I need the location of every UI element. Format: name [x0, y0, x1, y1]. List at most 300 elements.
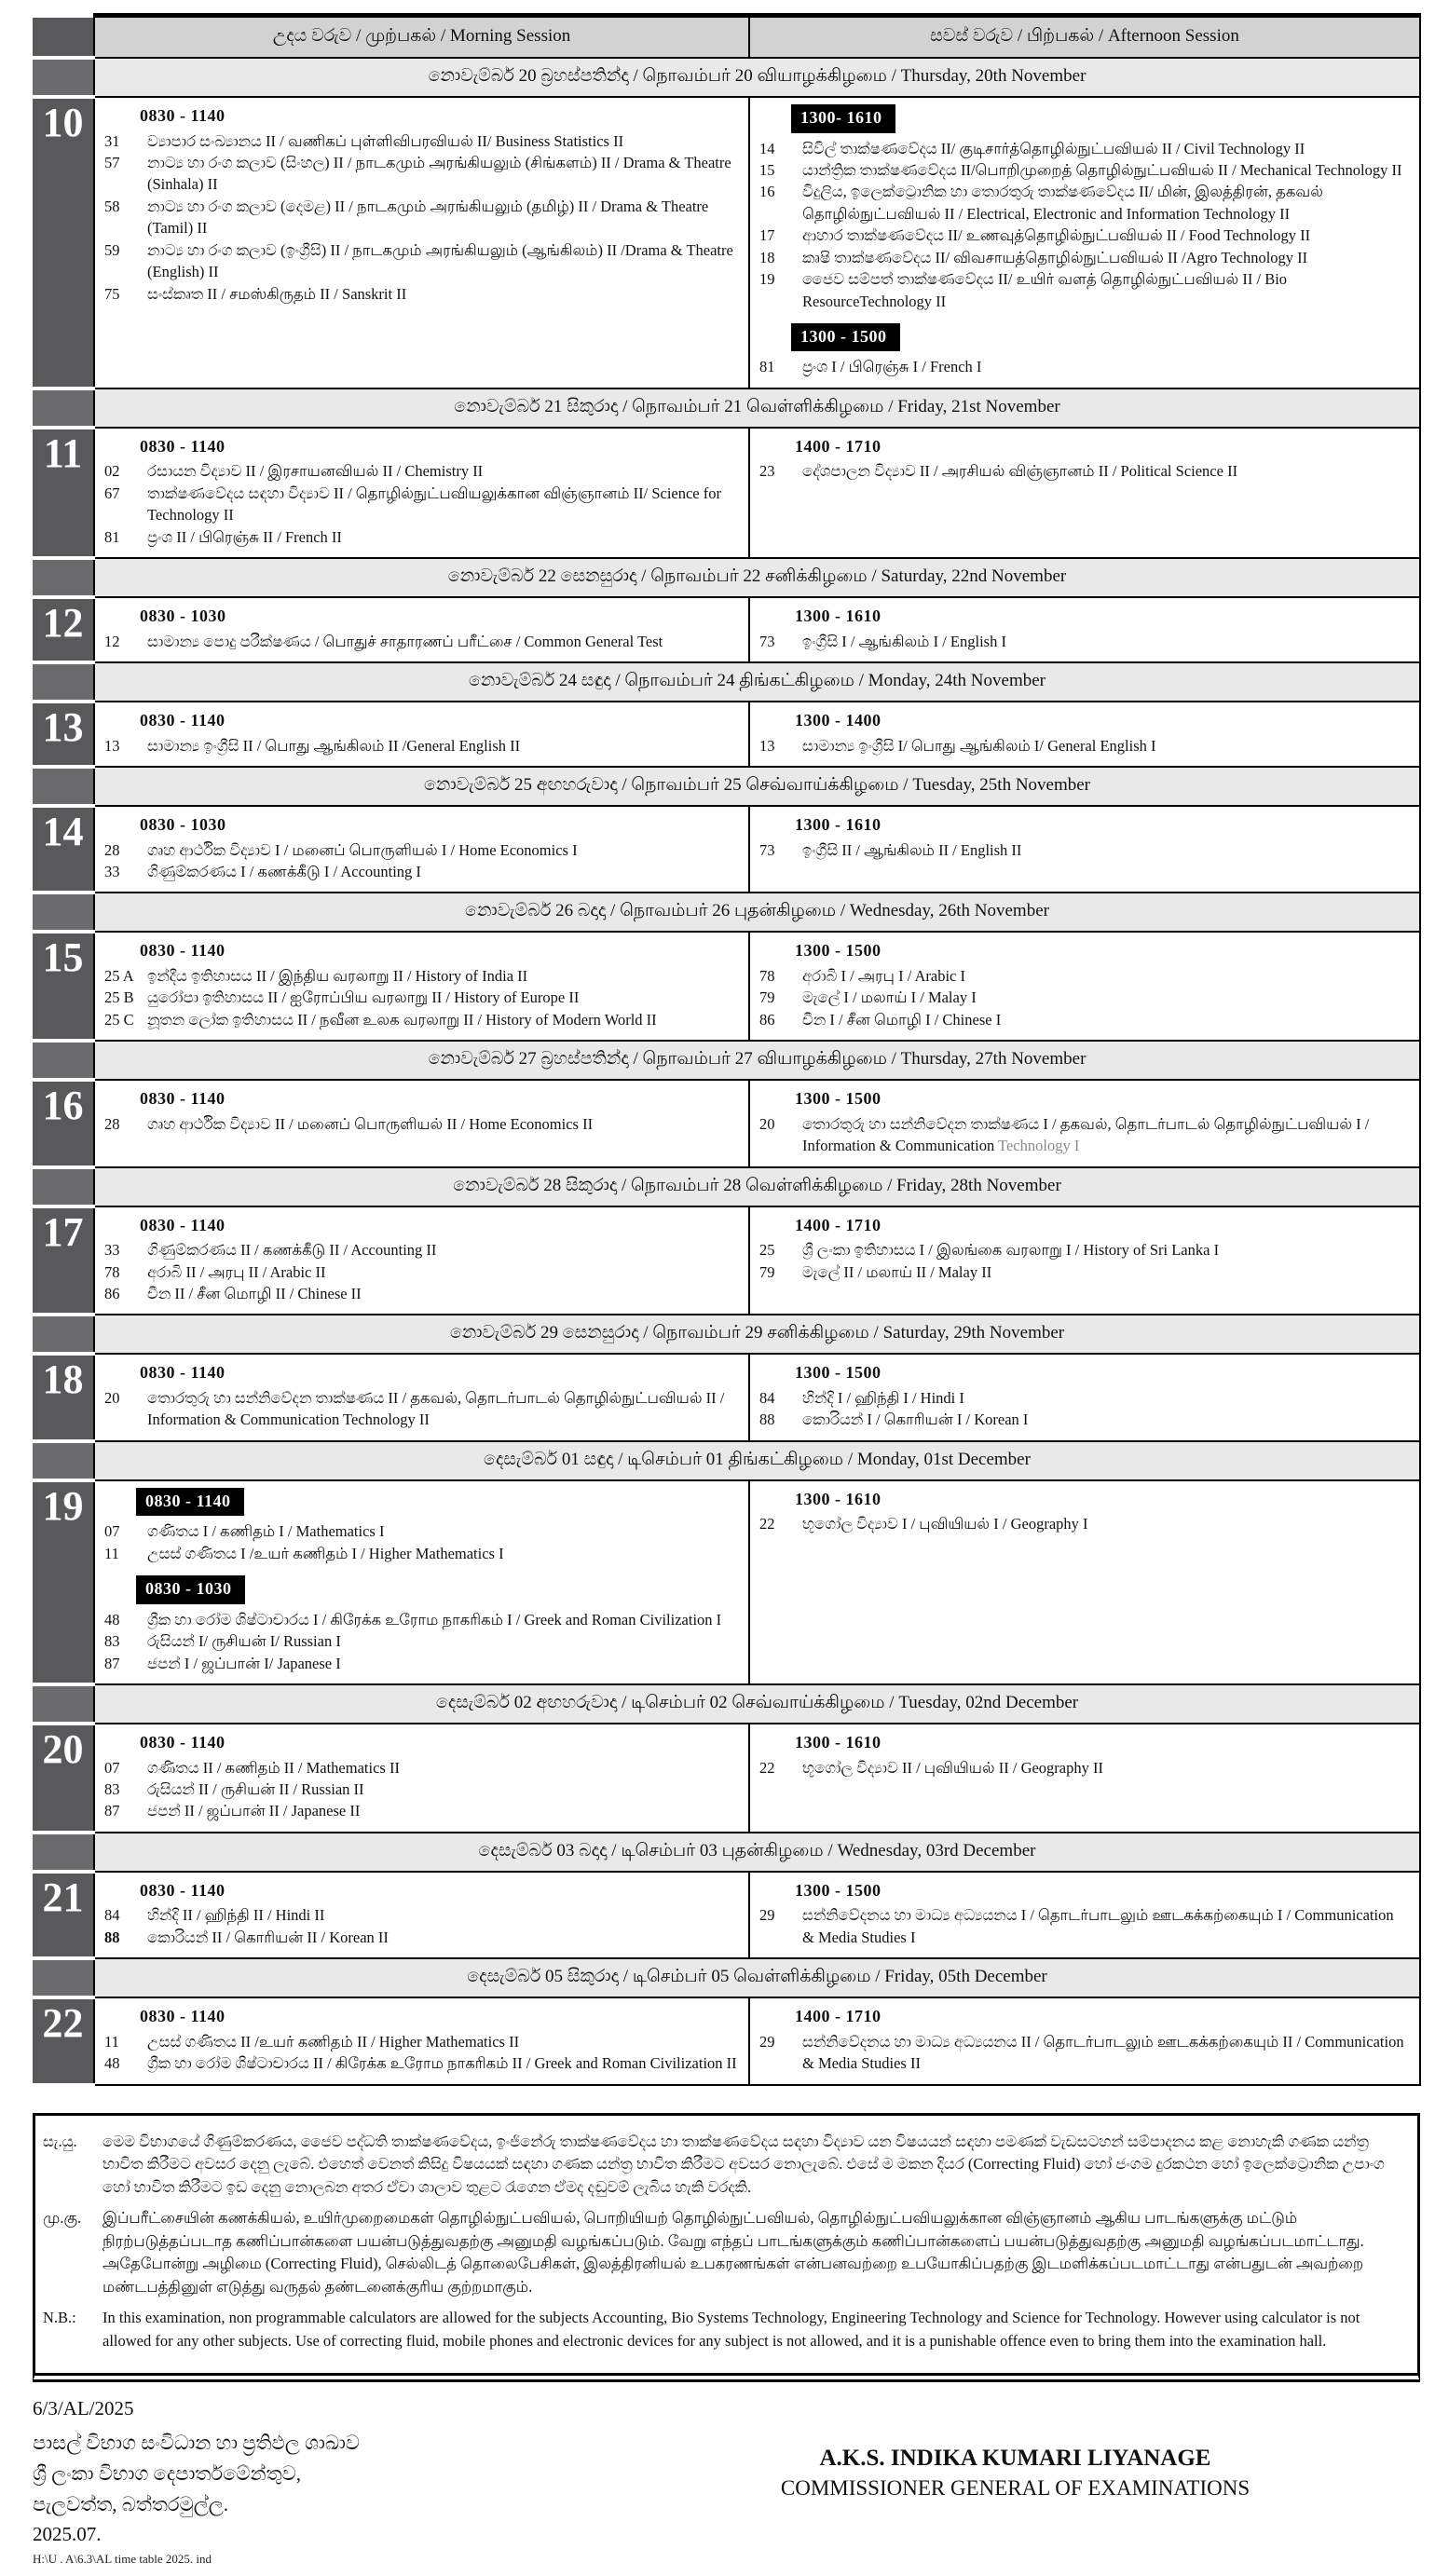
subject-title: යුරෝපා ඉතිහාසය II / ஐரோப்பிய வரலாறு II / History of Europe II: [147, 988, 580, 1007]
sidebar-block: [33, 1315, 94, 1354]
session-time: 0830 - 1140: [140, 1880, 226, 1900]
reference-number: 6/3/AL/2025: [33, 2397, 134, 2420]
sidebar-block: [33, 1167, 94, 1206]
subject-code: 33: [104, 1241, 120, 1260]
subject-row: [759, 138, 1412, 159]
subject-title: භූගෝල විද්‍යාව I / புவியியல் I / Geography I: [802, 1515, 1088, 1533]
subject-code: 25 A: [104, 967, 134, 985]
subject-title: නූතන ලෝක ඉතිහාසය II / நவீன உலக வரலாறு II / History of Modern World II: [147, 1010, 657, 1029]
date-row: [33, 558, 1420, 597]
date-label: දෙසැම්බර් 02 අඟහරුවාදා / டிசெம்பர் 02 செவ்வாய்க்கிழமை / Tuesday, 02nd December: [94, 1684, 1420, 1724]
morning-cell: [94, 702, 749, 767]
subject-title-muted-part: Technology I: [998, 1137, 1080, 1155]
commissioner-name: A.K.S. INDIKA KUMARI LIYANAGE: [819, 2446, 1211, 2472]
date-row: [33, 1833, 1420, 1872]
date-row: [33, 1958, 1420, 1997]
subject-title: ආහාර තාක්ෂණවේදය II/ உணவுத்தொழில்நுட்பவியல் II / Food Technology II: [802, 226, 1311, 245]
session-time: 1300 - 1610: [795, 1489, 882, 1508]
date-label: නොවැම්බර් 29 සෙනසුරාදා / நொவம்பர் 29 சனிக்கிழமை / Saturday, 29th November: [94, 1315, 1420, 1354]
day-number: 15: [33, 932, 94, 1041]
subject-code: 83: [104, 1632, 120, 1651]
subject-row: [759, 1513, 1412, 1534]
subject-row: [759, 1113, 1412, 1157]
subject-code: 73: [759, 840, 775, 859]
afternoon-cell: [749, 1354, 1420, 1440]
session-time: 1400 - 1710: [795, 2007, 882, 2026]
sidebar-block: [33, 1833, 94, 1872]
subject-code: 20: [104, 1389, 120, 1408]
sidebar-block: [33, 1958, 94, 1997]
subject-row: [104, 1283, 741, 1304]
subject-row: [104, 987, 741, 1008]
subject-code: 87: [104, 1654, 120, 1672]
footer-issuer-block: [33, 2397, 610, 2567]
session-time: 0830 - 1140: [140, 711, 226, 730]
subject-title: ව්‍යාපාර සංඛ්‍යානය II / வணிகப் புள்ளிவிபரவியல் II/ Business Statistics II: [147, 131, 624, 150]
morning-cell: [94, 597, 749, 662]
subject-code: 57: [104, 153, 120, 171]
subject-code: 11: [104, 1544, 119, 1562]
sidebar-block: [33, 58, 94, 97]
subject-row: [104, 1630, 741, 1652]
subject-code: 88: [104, 1928, 120, 1946]
morning-cell: [94, 1480, 749, 1684]
subject-title: තාක්ෂණවේදය සඳහා විද්‍යාව II / தொழில்நுட்பவியலுக்கான விஞ்ஞானம் II/ Science for Technology II: [147, 484, 721, 525]
day-row: [33, 97, 1420, 388]
date-label: දෙසැම්බර් 01 සඳුදා / டிசெம்பர் 01 திங்கட்கிழமை / Monday, 01st December: [94, 1441, 1420, 1480]
subject-code: 23: [759, 462, 775, 481]
sidebar-block: [33, 558, 94, 597]
subject-code: 25 C: [104, 1010, 134, 1029]
date-label: නොවැම්බර් 28 සිකුරාදා / நொவம்பர் 28 வெள்ளிக்கிழமை / Friday, 28th November: [94, 1167, 1420, 1206]
subject-title: මැලේ I / மலாய் I / Malay I: [802, 988, 977, 1007]
session-header-row: [33, 16, 1420, 59]
subject-title: නාට්‍ය හා රංග කලාව (දෙමළ) II / நாடகமும் அரங்கியலும் (தமிழ்) II / Drama & Theatre (Tamil) II: [147, 197, 709, 238]
subject-row: [104, 735, 741, 756]
note-tamil-text: இப்பரீட்சையின் கணக்கியல், உயிர்முறைமைகள் தொழில்நுட்பவியல், பொறியியற் தொழில்நுட்பவியல், தொழில்நுட்பவியலுக்கான விஞ்ஞானம் ஆகிய பாடங்களுக்கு மட்டும் நிரற்படுத்தப்படாத கணிப்பான்களை பயன்படுத்துவதற்கு அனுமதி வழங்கப்படும். வேறு எந்தப் பாடங்களுக்கும் கணிப்பான்களைப் பயன்படுத்துவதற்கு அனுமதி வழங்கப்படமாட்டாது. அதேபோன்று அழிமை (Correcting Fluid), செல்லிடத் தொலைபேசிகள், இலத்திரனியல் உபகரணங்கள் என்பனவற்றை உபயோகிப்பதற்கு இடமளிக்கப்படமாட்டாது என்பதுடன் அவற்றை மண்டபத்தினுள் எடுத்து வருதல் தண்டனைக்குரிய குற்றமாகும்.: [102, 2208, 1364, 2297]
subject-title: ජෛව සම්පත් තාක්ෂණවේදය II/ உயிர் வளத் தொழில்நுட்பவியல் II / Bio ResourceTechnology II: [802, 270, 1288, 310]
subject-code: 86: [104, 1285, 120, 1303]
timetable-body: [33, 16, 1420, 2085]
session-time: 0830 - 1140: [140, 941, 226, 961]
subject-row: [759, 987, 1412, 1008]
subject-title: කොරියන් II / கொரியன் II / Korean II: [147, 1928, 389, 1946]
morning-cell: [94, 1997, 749, 2084]
subject-code: 84: [759, 1389, 775, 1408]
sidebar-block: [33, 16, 94, 59]
session-time: 0830 - 1030: [140, 815, 226, 835]
day-row: [33, 1480, 1420, 1684]
subject-code: 13: [104, 736, 120, 755]
exam-timetable: [33, 13, 1421, 2087]
day-number: 12: [33, 597, 94, 662]
note-sinhala: [43, 2131, 1406, 2200]
session-time: 0830 - 1140: [140, 1733, 226, 1752]
session-time: 0830 - 1140: [140, 1089, 226, 1109]
subject-row: [104, 196, 741, 239]
subject-code: 79: [759, 1262, 775, 1281]
notes-box: [33, 2113, 1420, 2383]
subject-code: 17: [759, 226, 775, 245]
session-time: 0830 - 1140: [140, 1215, 226, 1234]
subject-title: විදුලිය, ඉලෙක්ට්‍රොනික හා තොරතුරු තාක්ෂණවේදය II/ மின், இலத்திரன், தகவல் தொழில்நுட்பவியல் II / Electrical, Electronic and Information Technology II: [802, 183, 1323, 223]
subject-title: අරාබි II / அரபு II / Arabic II: [147, 1262, 326, 1281]
session-time: 0830 - 1030: [136, 1575, 245, 1604]
subject-title: කොරියන් I / கொரியன் I / Korean I: [802, 1411, 1029, 1429]
subject-code: 15: [759, 160, 775, 179]
subject-row: [759, 1757, 1412, 1779]
day-number: 18: [33, 1354, 94, 1440]
subject-title: ප්‍රංශ I / பிரெஞ்சு I / French I: [802, 358, 982, 376]
subject-row: [104, 2031, 741, 2052]
subject-code: 22: [759, 1758, 775, 1777]
date-row: [33, 1041, 1420, 1080]
day-row: [33, 1724, 1420, 1833]
subject-row: [759, 460, 1412, 482]
subject-title: උසස් ගණිතය I /உயர் கணிதம் I / Higher Mathematics I: [147, 1544, 504, 1562]
day-row: [33, 1872, 1420, 1958]
subject-row: [104, 460, 741, 482]
date-label: නොවැම්බර් 26 බදාදා / நொவம்பர் 26 புதன்கிழமை / Wednesday, 26th November: [94, 893, 1420, 932]
subject-code: 78: [759, 967, 775, 985]
subject-title: ප්‍රංශ II / பிரெஞ்சு II / French II: [147, 527, 342, 546]
session-time: 0830 - 1140: [136, 1488, 244, 1517]
morning-cell: [94, 1080, 749, 1166]
subject-title: ගිණුම්කරණය II / கணக்கீடு II / Accounting II: [147, 1241, 437, 1260]
session-time: 0830 - 1030: [140, 607, 226, 626]
subject-row: [104, 483, 741, 526]
session-time: 1300 - 1610: [795, 1733, 882, 1752]
subject-code: 79: [759, 988, 775, 1007]
subject-row: [104, 1387, 741, 1431]
subject-title: ජපන් II / ஜப்பான் II / Japanese II: [147, 1802, 361, 1820]
subject-row: [759, 1904, 1412, 1948]
subject-code: 25 B: [104, 988, 134, 1007]
date-row: [33, 767, 1420, 806]
date-label: නොවැම්බර් 22 සෙනසුරාදා / நொவம்பர் 22 சனிக்கிழமை / Saturday, 22nd November: [94, 558, 1420, 597]
day-row: [33, 1080, 1420, 1166]
session-time: 0830 - 1140: [140, 436, 226, 456]
note-english: [43, 2307, 1406, 2353]
subject-title: ගිණුම්කරණය I / கணக்கீடு I / Accounting I: [147, 863, 421, 881]
subject-row: [104, 1543, 741, 1564]
sidebar-block: [33, 662, 94, 702]
subject-code: 48: [104, 1610, 120, 1629]
subject-title: රුසියන් II / ருசியன் II / Russian II: [147, 1780, 364, 1799]
subject-title: ගෘහ ආර්ථික විද්‍යාව II / மனைப் பொருளியல் II / Home Economics II: [147, 1114, 594, 1133]
day-row: [33, 806, 1420, 893]
subject-row: [104, 1609, 741, 1630]
session-time: 1300 - 1610: [795, 607, 882, 626]
subject-row: [104, 1653, 741, 1674]
subject-row: [104, 130, 741, 152]
subject-title: ඉංග්‍රීසි II / ஆங்கிலம் II / English II: [802, 840, 1022, 859]
subject-title: සිවිල් තාක්ෂණවේදය II/ குடிசார்த்தொழில்நுட்பவியல் II / Civil Technology II: [802, 139, 1305, 157]
date-row: [33, 1167, 1420, 1206]
subject-row: [104, 1757, 741, 1779]
subject-title: සාමාන්‍ය ඉංග්‍රීසි I/ பொது ஆங்கிலம் I/ General English I: [802, 736, 1156, 755]
subject-title: ජපන් I / ஜப்பான் I/ Japanese I: [147, 1654, 341, 1672]
afternoon-cell: [749, 1480, 1420, 1684]
subject-code: 02: [104, 462, 120, 481]
subject-title: රසායන විද්‍යාව II / இரசாயனவியல் II / Chemistry II: [147, 462, 484, 481]
subject-row: [759, 1239, 1412, 1261]
subject-code: 83: [104, 1780, 120, 1799]
subject-code: 73: [759, 632, 775, 650]
date-label: නොවැම්බර් 25 අඟහරුවාදා / நொவம்பர் 25 செவ்வாய்க்கிழமை / Tuesday, 25th November: [94, 767, 1420, 806]
subject-title: සන්නිවේදනය හා මාධ්‍ය අධ්‍යයනය II / தொடர்பாடலும் ஊடகக்கற்கையும் II / Communication & Media Studies II: [802, 2032, 1404, 2073]
subject-title: කෘෂි තාක්ෂණවේදය II/ விவசாயத்தொழில்நுட்பவியல் II /Agro Technology II: [802, 248, 1308, 266]
afternoon-cell: [749, 428, 1420, 558]
day-number: 10: [33, 97, 94, 388]
session-time: 1300 - 1500: [795, 1880, 882, 1900]
subject-code: 11: [104, 2032, 119, 2051]
day-row: [33, 1206, 1420, 1315]
subject-row: [759, 2031, 1412, 2075]
date-label: නොවැම්බර් 21 සිකුරාදා / நொவம்பர் 21 வெள்ளிக்கிழமை / Friday, 21st November: [94, 388, 1420, 428]
afternoon-cell: [749, 702, 1420, 767]
day-row: [33, 597, 1420, 662]
subject-code: 14: [759, 139, 775, 157]
date-label: දෙසැම්බර් 03 බදාදා / டிசெம்பர் 03 புதன்கிழமை / Wednesday, 03rd December: [94, 1833, 1420, 1872]
session-time: 1300 - 1500: [791, 323, 900, 352]
subject-code: 84: [104, 1906, 120, 1925]
session-time: 1400 - 1710: [795, 436, 882, 456]
subject-title: තොරතුරු හා සන්නිවේදන තාක්ෂණය I / தகவல், தொடர்பாடல் தொழில்நுட்பவியல் I / Information & Communication Technology I: [802, 1114, 1370, 1155]
date-row: [33, 662, 1420, 702]
morning-cell: [94, 1872, 749, 1958]
subject-row: [759, 159, 1412, 181]
issue-date: 2025.07.: [33, 2523, 102, 2546]
note-sinhala-text: මෙම විභාගයේ ගිණුම්කරණය, ජෛව පද්ධති තාක්ෂණවේදය, ඉංජිනේරු තාක්ෂණවේදය හා තාක්ෂණවේදය සඳහා විද්‍යාව යන විෂයයන් සඳහා පමණක් වැඩසටහන් සම්පාදනය කළ නොහැකි ගණක යන්ත්‍ර භාවිත කිරීමට අවසර දෙනු ලැබේ. එහෙත් වෙනත් කිසිදු විෂයයක් සඳහා ගණක යන්ත්‍ර භාවිත කිරීමට අවසර නොලැබේ. එසේ ම මකන දියර (Correcting Fluid) හෝ ජංගම දුරකථන හෝ ඉලෙක්ට්‍රොනික උපාංග හෝ භාවිත කිරීමට ඉඩ දෙනු නොලබන අතර ඒවා ශාලාව තුළට රැගෙන ඒමද දඬුවම් ලැබිය හැකි වරදකි.: [102, 2132, 1385, 2197]
date-row: [33, 1441, 1420, 1480]
subject-row: [759, 965, 1412, 987]
sidebar-block: [33, 767, 94, 806]
subject-row: [104, 861, 741, 882]
issuer-location: පැලවත්ත, බත්තරමුල්ල.: [33, 2492, 228, 2515]
subject-row: [759, 839, 1412, 861]
subject-row: [104, 1800, 741, 1821]
subject-title: ගණිතය I / கணிதம் I / Mathematics I: [147, 1522, 385, 1541]
subject-row: [104, 839, 741, 861]
date-row: [33, 1684, 1420, 1724]
note-tamil: [43, 2207, 1406, 2299]
subject-row: [759, 1409, 1412, 1430]
morning-cell: [94, 97, 749, 388]
date-label: නොවැම්බර් 20 බ්‍රහස්පතින්දා / நொவம்பர் 20 வியாழக்கிழமை / Thursday, 20th November: [94, 58, 1420, 97]
afternoon-cell: [749, 97, 1420, 388]
subject-title: රුසියන් I/ ருசியன் I/ Russian I: [147, 1632, 341, 1651]
subject-code: 33: [104, 863, 120, 881]
subject-title: තොරතුරු හා සන්නිවේදන තාක්ෂණය II / தகவல், தொடர்பாடல் தொழில்நுட்பவியல் II / Information & Communication Technology II: [147, 1389, 725, 1429]
file-path-note: H:\U . A\6.3\AL time table 2025. ind: [33, 2552, 212, 2567]
note-tamil-label: மு.கு.: [43, 2208, 82, 2227]
subject-code: 28: [104, 840, 120, 859]
subject-code: 22: [759, 1515, 775, 1533]
subject-row: [759, 1261, 1412, 1283]
subject-code: 12: [104, 632, 120, 650]
subject-code: 19: [759, 270, 775, 289]
morning-cell: [94, 932, 749, 1041]
subject-code: 78: [104, 1262, 120, 1281]
afternoon-cell: [749, 1206, 1420, 1315]
sidebar-block: [33, 388, 94, 428]
afternoon-cell: [749, 1872, 1420, 1958]
afternoon-cell: [749, 1997, 1420, 2084]
date-row: [33, 388, 1420, 428]
afternoon-session-header: සවස් වරුව / பிற்பகல் / Afternoon Session: [749, 16, 1420, 59]
subject-row: [104, 965, 741, 987]
subject-code: 16: [759, 183, 775, 201]
subject-code: 07: [104, 1522, 120, 1541]
sidebar-block: [33, 893, 94, 932]
subject-row: [759, 735, 1412, 756]
day-number: 17: [33, 1206, 94, 1315]
subject-code: 59: [104, 240, 120, 259]
date-row: [33, 1315, 1420, 1354]
subject-title: දේශපාලන විද්‍යාව II / அரசியல் விஞ்ஞானம் II / Political Science II: [802, 462, 1238, 481]
day-number: 16: [33, 1080, 94, 1166]
sidebar-block: [33, 1684, 94, 1724]
subject-row: [759, 225, 1412, 246]
subject-title: සාමාන්‍ය ඉංග්‍රීසි II / பொது ஆங்கிலம் II /General English II: [147, 736, 521, 755]
subject-title: හින්දි II / ஹிந்தி II / Hindi II: [147, 1906, 325, 1925]
subject-code: 67: [104, 484, 120, 502]
signature-block: [610, 2397, 1420, 2567]
morning-cell: [94, 1206, 749, 1315]
day-row: [33, 932, 1420, 1041]
morning-cell: [94, 806, 749, 893]
afternoon-cell: [749, 1724, 1420, 1833]
subject-row: [104, 283, 741, 305]
subject-code: 29: [759, 2032, 775, 2051]
subject-code: 18: [759, 248, 775, 266]
issuer-department: ශ්‍රී ලංකා විභාග දෙපාර්තමේන්තුව,: [33, 2461, 301, 2485]
subject-code: 86: [759, 1010, 775, 1029]
subject-code: 29: [759, 1906, 775, 1925]
date-label: නොවැම්බර් 24 සඳුදා / நொவம்பர் 24 திங்கட்கிழமை / Monday, 24th November: [94, 662, 1420, 702]
subject-title: ඉංග්‍රීසි I / ஆங்கிலம் I / English I: [802, 632, 1006, 650]
session-time: 1300- 1610: [791, 104, 895, 133]
subject-title: මැලේ II / மலாய் II / Malay II: [802, 1262, 992, 1281]
subject-row: [104, 1779, 741, 1800]
session-time: 0830 - 1140: [140, 2007, 226, 2026]
subject-row: [104, 1520, 741, 1542]
subject-title: උසස් ගණිතය II /உயர் கணிதம் II / Higher Mathematics II: [147, 2032, 520, 2051]
session-time: 1300 - 1610: [795, 815, 882, 835]
subject-row: [104, 631, 741, 652]
session-time: 1300 - 1500: [795, 941, 882, 961]
subject-title: අරාබි I / அரபு I / Arabic I: [802, 967, 966, 985]
subject-title: චීන II / சீன மொழி II / Chinese II: [147, 1285, 362, 1303]
subject-code: 88: [759, 1411, 775, 1429]
subject-code: 81: [759, 358, 775, 376]
session-time: 1300 - 1400: [795, 711, 882, 730]
subject-row: [759, 181, 1412, 225]
subject-row: [104, 526, 741, 548]
day-number: 19: [33, 1480, 94, 1684]
afternoon-cell: [749, 597, 1420, 662]
subject-title: සන්නිවේදනය හා මාධ්‍ය අධ්‍යයනය I / தொடர்பாடலும் ஊடகக்கற்கையும் I / Communication & Media Studies I: [802, 1906, 1394, 1946]
session-time: 1300 - 1500: [795, 1363, 882, 1383]
subject-title: නාට්‍ය හා රංග කලාව (සිංහල) II / நாடகமும் அரங்கியலும் (சிங்களம்) II / Drama & Theatre (Sinhala) II: [147, 153, 731, 194]
subject-title: ඉන්දීය ඉතිහාසය II / இந்திய வரலாறு II / History of India II: [147, 967, 528, 985]
subject-code: 87: [104, 1802, 120, 1820]
footer: [33, 2397, 1420, 2567]
date-row: [33, 893, 1420, 932]
subject-row: [104, 239, 741, 283]
day-number: 21: [33, 1872, 94, 1958]
subject-title: සංස්කෘත II / சமஸ்கிருதம் II / Sanskrit II: [147, 284, 407, 303]
subject-row: [759, 631, 1412, 652]
afternoon-cell: [749, 806, 1420, 893]
subject-code: 25: [759, 1241, 775, 1260]
morning-cell: [94, 1724, 749, 1833]
date-row: [33, 58, 1420, 97]
day-row: [33, 1997, 1420, 2084]
subject-title: භූගෝල විද්‍යාව II / புவியியல் II / Geography II: [802, 1758, 1103, 1777]
day-number: 14: [33, 806, 94, 893]
note-sinhala-label: සැ.යු.: [43, 2132, 77, 2150]
subject-code: 13: [759, 736, 775, 755]
session-time: 1400 - 1710: [795, 1215, 882, 1234]
subject-row: [104, 1239, 741, 1261]
subject-row: [104, 1113, 741, 1135]
subject-row: [759, 1009, 1412, 1030]
subject-row: [104, 1927, 741, 1948]
subject-code: 31: [104, 131, 120, 150]
subject-row: [104, 152, 741, 196]
morning-session-header: උදය වරුව / முற்பகல் / Morning Session: [94, 16, 749, 59]
subject-row: [759, 356, 1412, 377]
day-number: 22: [33, 1997, 94, 2084]
subject-row: [104, 2052, 741, 2074]
subject-title: ශ්‍රී ලංකා ඉතිහාසය I / இலங்கை வரலாறு I / History of Sri Lanka I: [802, 1241, 1220, 1260]
subject-title: ග්‍රීක හා රෝම ශිෂ්ටාචාරය I / கிரேக்க உரோம நாகரிகம் I / Greek and Roman Civilization I: [147, 1610, 722, 1629]
sidebar-block: [33, 1441, 94, 1480]
subject-code: 48: [104, 2054, 120, 2073]
subject-row: [104, 1009, 741, 1030]
day-row: [33, 428, 1420, 558]
subject-title: සාමාන්‍ය පොදු පරීක්ෂණය / பொதுச் சாதாரணப் பரீட்சை / Common General Test: [147, 632, 663, 650]
subject-title: නාට්‍ය හා රංග කලාව (ඉංග්‍රීසි) II / நாடகமும் அரங்கியலும் (ஆங்கிலம்) II /Drama & Theatre (English) II: [147, 240, 733, 281]
subject-code: 07: [104, 1758, 120, 1777]
subject-code: 20: [759, 1114, 775, 1133]
subject-title: යාන්ත්‍රික තාක්ෂණවේදය II/பொறிமுறைத் தொழில்நுட்பவியல் II / Mechanical Technology II: [802, 160, 1402, 179]
subject-row: [104, 1904, 741, 1926]
subject-code: 28: [104, 1114, 120, 1133]
session-time: 0830 - 1140: [140, 106, 226, 125]
subject-title: හින්දි I / ஹிந்தி I / Hindi I: [802, 1389, 964, 1408]
subject-code: 58: [104, 197, 120, 215]
note-english-label: N.B.:: [43, 2308, 76, 2326]
day-number: 20: [33, 1724, 94, 1833]
session-time: 0830 - 1140: [140, 1363, 226, 1383]
date-label: නොවැම්බර් 27 බ්‍රහස්පතින්දා / நொவம்பர் 27 வியாழக்கிழமை / Thursday, 27th November: [94, 1041, 1420, 1080]
subject-row: [759, 247, 1412, 268]
subject-row: [104, 1261, 741, 1283]
sidebar-block: [33, 1041, 94, 1080]
day-row: [33, 1354, 1420, 1440]
subject-code: 75: [104, 284, 120, 303]
subject-title: ග්‍රීක හා රෝම ශිෂ්ටාචාරය II / கிரேக்க உரோம நாகரிகம் II / Greek and Roman Civilization II: [147, 2054, 737, 2073]
commissioner-title: COMMISSIONER GENERAL OF EXAMINATIONS: [780, 2476, 1250, 2501]
afternoon-cell: [749, 1080, 1420, 1166]
day-row: [33, 702, 1420, 767]
day-number: 11: [33, 428, 94, 558]
date-label: දෙසැම්බර් 05 සිකුරාදා / டிசெம்பர் 05 வெள்ளிக்கிழமை / Friday, 05th December: [94, 1958, 1420, 1997]
issuer-branch: පාසල් විභාග සංවිධාන හා ප්‍රතිඵල ශාඛාව: [33, 2432, 360, 2455]
